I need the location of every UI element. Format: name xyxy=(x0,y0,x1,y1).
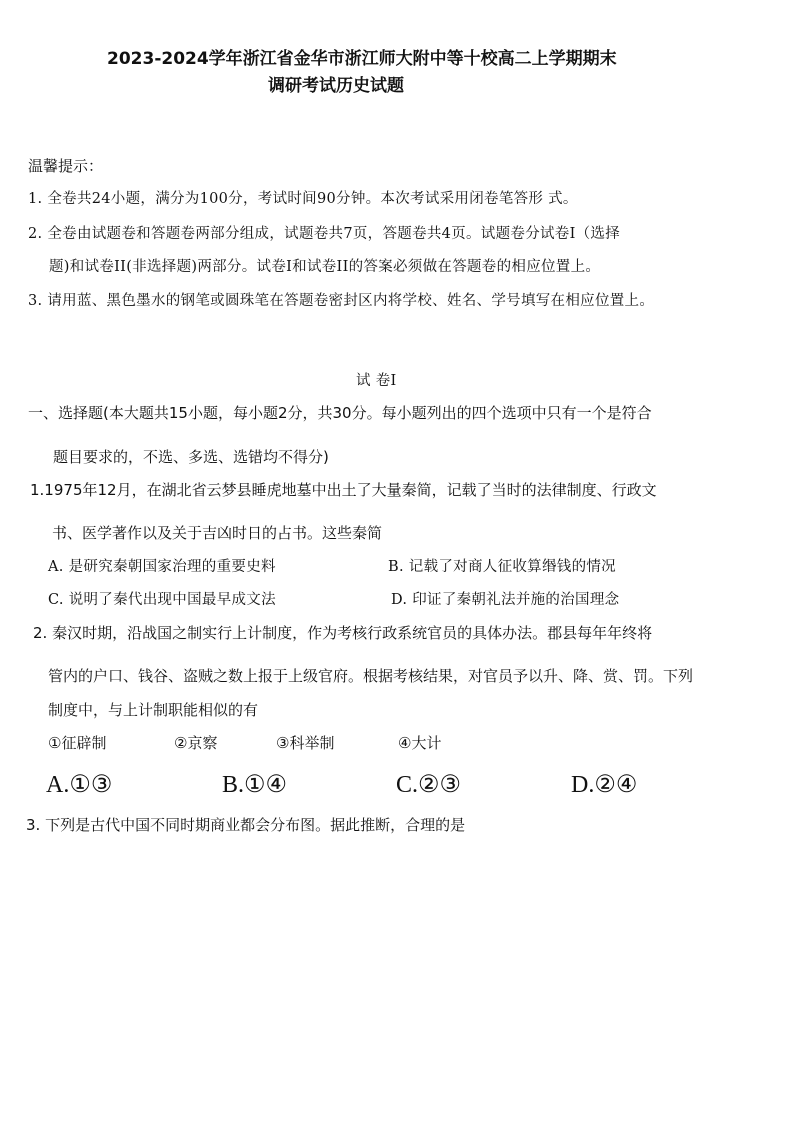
question-2-option-c: C.②③ xyxy=(396,772,462,798)
question-3-stem: 3. 下列是古代中国不同时期商业都会分布图。据此推断，合理的是 xyxy=(26,816,466,834)
question-2-stem-line2: 管内的户口、钱谷、盗贼之数上报于上级官府。根据考核结果，对官员予以升、降、赏、罚。下列 xyxy=(48,667,694,685)
question-2-option-d: D.②④ xyxy=(571,772,638,798)
exam-title-line2: 调研考试历史试题 xyxy=(268,76,404,96)
exam-title-line1: 2023-2024学年浙江省金华市浙江师大附中等十校高二上学期期末 xyxy=(107,49,617,69)
question-2-option-b: B.①④ xyxy=(222,772,288,798)
paper-one-label: 试 卷I xyxy=(356,373,397,389)
question-2-item-1: ①征辟制 xyxy=(48,734,107,752)
question-2-option-a: A.①③ xyxy=(46,772,113,798)
question-2-item-2: ②京察 xyxy=(174,734,218,752)
question-1-stem-line1: 1.1975年12月，在湖北省云梦县睡虎地墓中出土了大量秦简，记载了当时的法律制度、行政文 xyxy=(30,481,657,499)
section-heading-line2: 题目要求的，不选、多选、选错均不得分) xyxy=(53,448,329,466)
notice-item-2-line1: 2. 全卷由试题卷和答题卷两部分组成，试题卷共7页，答题卷共4页。试题卷分试卷I（选择 xyxy=(28,226,621,242)
notice-item-3: 3. 请用蓝、黑色墨水的钢笔或圆珠笔在答题卷密封区内将学校、姓名、学号填写在相应位置上。 xyxy=(28,293,655,309)
question-1-option-b: B. 记载了对商人征收算缗钱的情况 xyxy=(388,559,616,575)
question-2-stem-line1: 2. 秦汉时期，沿战国之制实行上计制度，作为考核行政系统官员的具体办法。郡县每年年终将 xyxy=(33,624,653,642)
question-1-option-d: D. 印证了秦朝礼法并施的治国理念 xyxy=(391,592,620,608)
question-1-option-c: C. 说明了秦代出现中国最早成文法 xyxy=(48,592,276,608)
question-1-stem-line2: 书、医学著作以及关于吉凶时日的占书。这些秦简 xyxy=(52,524,383,542)
question-2-item-4: ④大计 xyxy=(398,734,442,752)
section-heading-line1: 一、选择题(本大题共15小题，每小题2分，共30分。每小题列出的四个选项中只有一个是符合 xyxy=(28,404,652,422)
question-1-option-a: A. 是研究秦朝国家治理的重要史料 xyxy=(48,559,276,575)
notice-item-2-line2: 题)和试卷II(非选择题)两部分。试卷I和试卷II的答案必须做在答题卷的相应位置上。 xyxy=(49,259,601,275)
notice-heading: 温馨提示： xyxy=(28,157,104,175)
question-2-stem-line3: 制度中，与上计制职能相似的有 xyxy=(48,701,259,719)
notice-item-1: 1. 全卷共24小题，满分为100分，考试时间90分钟。本次考试采用闭卷笔答形 式。 xyxy=(28,191,578,207)
question-2-item-3: ③科举制 xyxy=(276,734,335,752)
